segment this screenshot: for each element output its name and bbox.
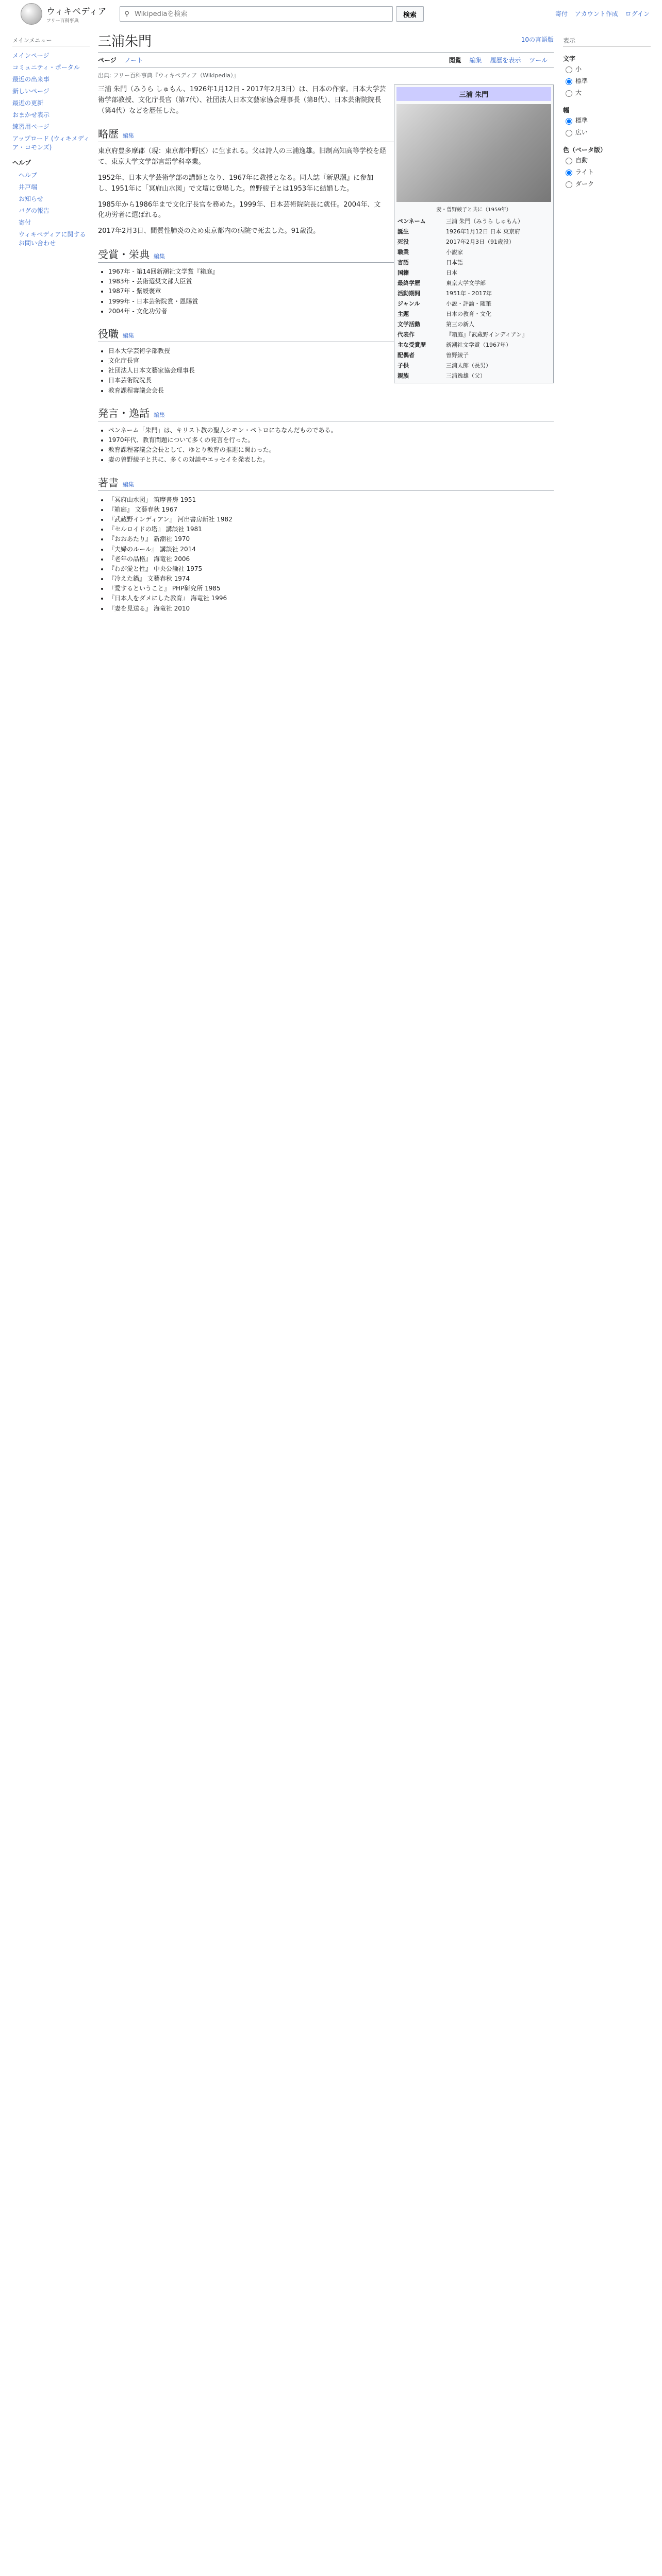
header [0, 0, 662, 29]
infobox-row [396, 340, 551, 350]
wordmark: ウィキペディア [46, 7, 107, 17]
list-item[interactable]: • 『冷えた鍋』 文藝春秋 1974 [108, 574, 554, 584]
list-item: • 日本大学芸術学部教授 [108, 346, 554, 356]
infobox-label: 誕生 [398, 228, 409, 235]
list-item[interactable]: • 『わが愛と性』 中央公論社 1975 [108, 564, 554, 574]
color-label: 色（ベータ版） [563, 146, 607, 154]
section-heading-awards: 受賞・栄典 編集 [98, 246, 554, 263]
infobox-label: 職業 [398, 249, 409, 256]
infobox-label: 子供 [398, 362, 409, 369]
infobox-label: 国籍 [398, 269, 409, 276]
login-link[interactable]: ログイン [625, 10, 650, 18]
page-title: 三浦朱門 [98, 34, 152, 49]
infobox-label: 配偶者 [398, 352, 415, 359]
text-size-label: 文字 [563, 55, 576, 62]
tab-tools[interactable]: ツール [529, 57, 548, 64]
infobox-row [396, 278, 551, 288]
infobox-row [396, 309, 551, 319]
sidebar-help-item[interactable]: お知らせ [19, 195, 43, 202]
sidebar-item[interactable]: アップロード (ウィキメディア・コモンズ) [12, 135, 90, 151]
infobox-row [396, 226, 551, 236]
sidebar-item[interactable]: 最近の出来事 [12, 76, 50, 83]
search-box [120, 6, 393, 22]
list-item: • 1987年 - 紫綬褒章 [108, 286, 554, 296]
list-item[interactable]: • 『日本人をダメにした教育』 海竜社 1996 [108, 594, 554, 603]
personal-tools [550, 9, 650, 18]
sidebar-help-item[interactable]: バグの報告 [19, 207, 50, 214]
infobox-value: 1951年 - 2017年 [446, 290, 492, 297]
infobox-row [396, 288, 551, 298]
infobox-label: 親族 [398, 372, 409, 379]
infobox-value: 小説家 [446, 249, 463, 256]
page-tabs [98, 53, 554, 68]
width-wide-radio[interactable] [566, 130, 572, 137]
tab-edit[interactable]: 編集 [469, 57, 482, 64]
sidebar-help-item[interactable]: ウィキペディアに関するお問い合わせ [19, 231, 86, 247]
list-item: • 1999年 - 日本芸術院賞・恩賜賞 [108, 297, 554, 307]
section-heading-bio: 略歴 編集 [98, 126, 554, 142]
width-label: 幅 [563, 107, 570, 114]
text-size-small-radio[interactable] [566, 66, 572, 73]
infobox-value: 新潮社文学賞（1967年） [446, 342, 511, 348]
infobox-value: 小説・評論・随筆 [446, 300, 491, 307]
infobox-label: 文学活動 [398, 321, 420, 328]
bio-paragraph: 1952年、日本大学芸術学部の講師となり、1967年に教授となる。同人誌『新思潮』に参加し、1951年に「冥府山水図」で文壇に登場した。曽野綾子とは1953年に結婚した。 [98, 174, 374, 193]
remarks-list [108, 426, 554, 465]
sidebar-item[interactable]: 最近の更新 [12, 99, 44, 107]
infobox-row [396, 236, 551, 247]
list-item[interactable]: • 「冥府山水図」 筑摩書房 1951 [108, 495, 554, 505]
infobox-label: 代表作 [398, 331, 415, 338]
infobox-value: 日本語 [446, 259, 463, 266]
color-dark-radio[interactable] [566, 181, 572, 188]
edit-link[interactable]: 編集 [123, 332, 134, 339]
lead-paragraph: 三浦 朱門（みうら しゅもん、1926年1月12日 - 2017年2月3日）は、日本の作家。日本大学芸術学部教授、文化庁長官（第7代）、社団法人日本文藝家協会理事長（第8代）、日本芸術院院長（第4代）などを歴任した。 [98, 86, 386, 115]
list-item: • 1983年 - 芸術選奨文部大臣賞 [108, 277, 554, 286]
works-list [108, 495, 554, 614]
list-item: • 日本芸術院院長 [108, 376, 554, 385]
color-auto-radio[interactable] [566, 158, 572, 164]
infobox-value: 1926年1月12日 日本 東京府 [446, 228, 520, 235]
color-light-radio[interactable] [566, 170, 572, 176]
infobox-value: 2017年2月3日（91歳没） [446, 239, 515, 245]
infobox-value: 第三の新人 [446, 321, 474, 328]
edit-link[interactable]: 編集 [154, 411, 165, 418]
sidebar-help-item[interactable]: ヘルプ [19, 172, 38, 179]
infobox-label: 死没 [398, 239, 409, 245]
infobox-title: 三浦 朱門 [396, 87, 551, 101]
create-account-link[interactable]: アカウント作成 [574, 10, 618, 18]
language-button[interactable]: 10の言語版 [521, 36, 554, 43]
infobox-row [396, 329, 551, 340]
infobox-value: 三浦逸雄（父） [446, 372, 486, 379]
list-item: • 妻の曽野綾子と共に、多くの対談やエッセイを発表した。 [108, 455, 554, 465]
infobox-label: 言語 [398, 259, 409, 266]
section-heading-remarks: 発言・逸話 編集 [98, 405, 554, 421]
list-item: • 1970年代、教育問題について多くの発言を行った。 [108, 435, 554, 445]
tab-read[interactable]: 閲覧 [449, 57, 461, 64]
tab-page[interactable]: ページ [98, 57, 117, 64]
infobox-value: 日本 [446, 269, 457, 276]
photo-caption: 妻・曽野綾子と共に（1959年） [436, 207, 511, 213]
sidebar-help-item[interactable]: 井戸端 [19, 183, 38, 191]
infobox-value: 三浦太郎（長男） [446, 362, 491, 369]
search-icon: ⚲ [124, 10, 129, 18]
bio-paragraph: 東京府豊多摩郡（現：東京都中野区）に生まれる。父は詩人の三浦逸雄。旧制高知高等学校を経て、東京大学文学部言語学科卒業。 [98, 147, 387, 166]
portrait-photo[interactable] [396, 104, 551, 202]
search-button[interactable]: 検索 [396, 6, 424, 22]
infobox-row [396, 350, 551, 360]
site-sub: 出典: フリー百科事典『ウィキペディア（Wikipedia）』 [98, 72, 239, 79]
infobox-value: 『箱庭』『武蔵野インディアン』 [446, 331, 528, 338]
bio-paragraph: 1985年から1986年まで文化庁長官を務めた。1999年、日本芸術院院長に就任。2004年、文化功労者に選ばれる。 [98, 200, 381, 219]
infobox-row [396, 298, 551, 309]
appearance-panel: 表示 文字 小 標準 大 幅 標準 広い 色（ベータ版） 自動 ライト ダーク [563, 36, 651, 190]
list-item: • 社団法人日本文藝家協会理事長 [108, 366, 554, 376]
list-item[interactable]: • 『妻を見送る』 海竜社 2010 [108, 604, 554, 614]
wikipedia-logo[interactable] [21, 3, 107, 25]
infobox-value: 東京大学文学部 [446, 280, 486, 286]
infobox-label: 活動期間 [398, 290, 420, 297]
main-menu [12, 36, 90, 249]
infobox-row [396, 216, 551, 226]
list-item[interactable]: • 『愛するということ』 PHP研究所 1985 [108, 584, 554, 594]
sidebar-item[interactable]: 練習用ページ [12, 123, 49, 130]
infobox-row [396, 319, 551, 329]
article [98, 31, 554, 619]
list-item: • 1967年 - 第14回新潮社文学賞『箱庭』 [108, 267, 554, 277]
sidebar-help-item[interactable]: 寄付 [19, 219, 31, 226]
list-item: • 2004年 - 文化功労者 [108, 307, 554, 316]
list-item[interactable]: • 『おおあたり』 新潮社 1970 [108, 534, 554, 544]
list-item: • ペンネーム「朱門」は、キリスト教の聖人シモン・ペトロにちなんだものである。 [108, 426, 554, 435]
edit-link[interactable]: 編集 [154, 252, 165, 260]
main-menu-heading: メインメニュー [12, 36, 90, 46]
tab-talk[interactable]: ノート [124, 57, 143, 64]
donate-link[interactable]: 寄付 [555, 10, 568, 18]
infobox-value: 曽野綾子 [446, 352, 469, 359]
sidebar-item[interactable]: メインページ [12, 52, 49, 59]
infobox [394, 84, 554, 383]
list-item[interactable]: • 『夫婦のルール』 講談社 2014 [108, 545, 554, 554]
infobox-row [396, 370, 551, 381]
list-item[interactable]: • 『セルロイドの塔』 講談社 1981 [108, 524, 554, 534]
infobox-label: 主な受賞歴 [398, 342, 426, 348]
sidebar-item[interactable]: コミュニティ・ポータル [12, 64, 80, 71]
list-item[interactable]: • 『老年の品格』 海竜社 2006 [108, 554, 554, 564]
list-item[interactable]: • 『武蔵野インディアン』 河出書房新社 1982 [108, 515, 554, 524]
infobox-label: ペンネーム [398, 218, 426, 225]
infobox-row [396, 360, 551, 370]
edit-link[interactable]: 編集 [123, 132, 134, 140]
sidebar-item[interactable]: おまかせ表示 [12, 111, 50, 118]
list-item: • 教育課程審議会会長として、ゆとり教育の推進に関わった。 [108, 445, 554, 455]
edit-link[interactable]: 編集 [123, 481, 134, 488]
infobox-value: 三浦 朱門（みうら しゅもん） [446, 218, 523, 225]
tab-history[interactable]: 履歴を表示 [490, 57, 521, 64]
text-size-large-radio[interactable] [566, 90, 572, 97]
globe-icon [21, 3, 42, 25]
infobox-row [396, 257, 551, 267]
list-item: • 教育課程審議会会長 [108, 386, 554, 396]
search-input[interactable] [134, 10, 392, 19]
section-heading-works: 著書 編集 [98, 474, 554, 491]
list-item[interactable]: • 『箱庭』 文藝春秋 1967 [108, 505, 554, 515]
sidebar-item[interactable]: 新しいページ [12, 88, 49, 95]
text-size-standard-radio[interactable] [566, 78, 572, 85]
section-heading-roles: 役職 編集 [98, 326, 554, 342]
infobox-row [396, 247, 551, 257]
width-standard-radio[interactable] [566, 118, 572, 125]
infobox-label: ジャンル [398, 300, 420, 307]
help-group-heading: ヘルプ [12, 159, 31, 166]
infobox-value: 日本の教育・文化 [446, 311, 491, 317]
infobox-table [396, 216, 551, 381]
infobox-label: 主題 [398, 311, 409, 317]
appearance-heading: 表示 [563, 36, 651, 47]
infobox-label: 最終学歴 [398, 280, 420, 286]
tagline: フリー百科事典 [46, 19, 79, 24]
bio-paragraph: 2017年2月3日、間質性肺炎のため東京都内の病院で死去した。91歳没。 [98, 227, 320, 235]
infobox-row [396, 267, 551, 278]
list-item: • 文化庁長官 [108, 356, 554, 366]
